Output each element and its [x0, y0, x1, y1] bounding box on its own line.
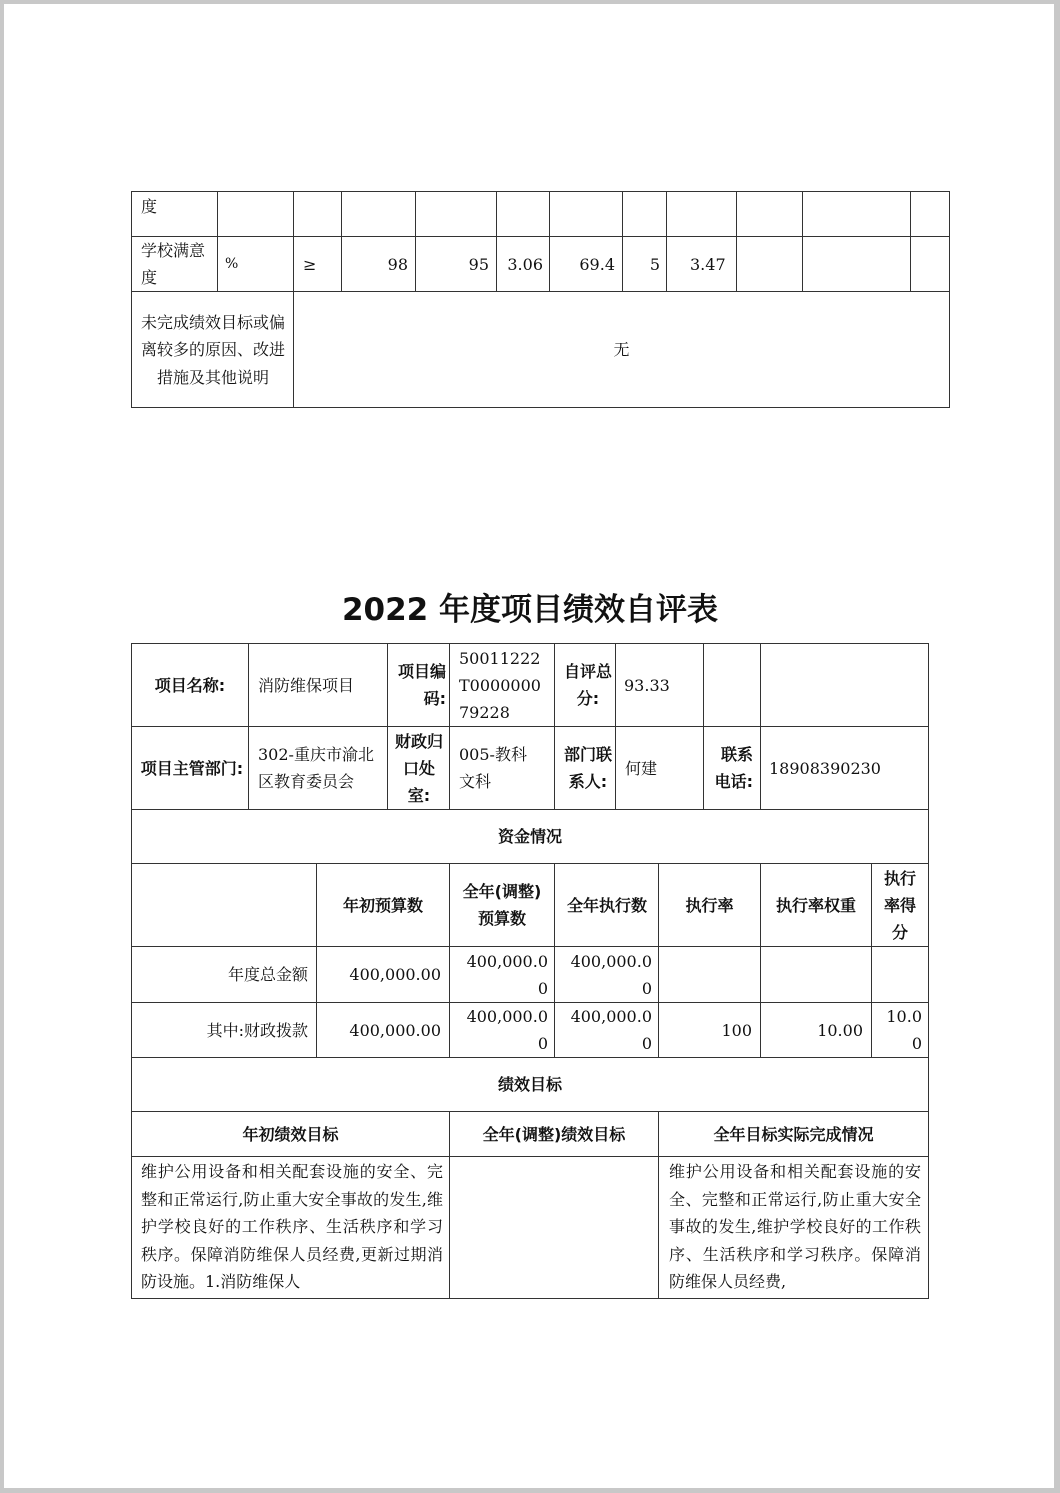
adjusted-goal-text — [456, 1158, 652, 1297]
funds-section-title: 资金情况 — [497, 827, 562, 846]
funds-cell-rate — [659, 947, 752, 1002]
header-actual-completion: 全年目标实际完成情况 — [713, 1124, 874, 1144]
row-label-school-satisfaction: 学校满意度 — [141, 241, 206, 287]
row-label-degree: 度 — [141, 197, 158, 216]
funds-cell-weight: 10.00 — [817, 1020, 863, 1040]
funds-cell-executed: 400,000.00 — [570, 951, 652, 998]
funds-cell-score — [878, 947, 922, 1002]
finance-office-label: 财政归口处室: — [394, 731, 443, 805]
project-name-value: 消防维保项目 — [258, 675, 355, 695]
project-name-label: 项目名称: — [154, 675, 226, 695]
project-code-label: 项目编码: — [397, 662, 446, 708]
self-score-value: 93.33 — [624, 675, 670, 695]
header-initial-goal: 年初绩效目标 — [242, 1124, 339, 1144]
department-value: 302-重庆市渝北区教育委员会 — [258, 745, 374, 791]
initial-goal-text: 维护公用设备和相关配套设施的安全、完整和正常运行,防止重大安全事故的发生,维护学校良好的工作秩序、生活秩序和学习秩序。保障消防维保人员经费,更新过期消防设施。1.消防维保人 — [141, 1162, 443, 1291]
header-initial-budget: 年初预算数 — [342, 895, 423, 915]
actual-completion-text: 维护公用设备和相关配套设施的安全、完整和正常运行,防止重大安全事故的发生,维护学校良好的工作秩序、生活秩序和学习秩序。保障消防维保人员经费, — [669, 1162, 921, 1291]
self-score-label: 自评总分: — [563, 662, 612, 708]
value-cell: 69.4 — [579, 254, 615, 274]
value-cell: 95 — [468, 254, 489, 274]
header-adjusted-budget: 全年(调整)预算数 — [462, 882, 542, 928]
funds-cell-score: 10.00 — [886, 1007, 922, 1053]
value-cell: 98 — [387, 254, 408, 274]
header-adjusted-goal: 全年(调整)绩效目标 — [482, 1124, 626, 1144]
header-rate-score: 执行率得分 — [883, 868, 916, 942]
header-rate-weight: 执行率权重 — [775, 895, 856, 915]
contact-person-label: 部门联系人: — [563, 745, 612, 791]
project-code-value: 50011222T000000079228 — [459, 648, 541, 722]
department-label: 项目主管部门: — [140, 758, 244, 778]
funds-cell-rate: 100 — [721, 1020, 752, 1040]
finance-office-value: 005-教科文科 — [459, 745, 527, 791]
value-cell: 5 — [649, 254, 660, 274]
funds-cell-adjusted: 400,000.00 — [466, 951, 548, 998]
unit-cell: % — [225, 255, 239, 272]
funds-cell-budget: 400,000.00 — [349, 965, 441, 984]
phone-label: 联系电话: — [714, 745, 753, 791]
reason-label: 未完成绩效目标或偏离较多的原因、改进措施及其他说明 — [140, 312, 285, 387]
form-title: 2022 年度项目绩效自评表 — [341, 592, 719, 628]
goals-section-title: 绩效目标 — [497, 1075, 562, 1094]
funds-cell-executed: 400,000.00 — [570, 1007, 652, 1053]
reason-value: 无 — [613, 340, 630, 359]
funds-row-label: 其中:财政拨款 — [206, 1020, 308, 1040]
funds-cell-weight — [761, 947, 863, 1002]
header-execution-rate: 执行率 — [685, 895, 734, 915]
header-executed: 全年执行数 — [566, 895, 647, 915]
funds-cell-adjusted: 400,000.00 — [466, 1007, 548, 1053]
funds-row-label: 年度总金额 — [227, 965, 308, 984]
contact-person-value: 何建 — [625, 758, 658, 778]
value-cell: 3.47 — [690, 254, 726, 274]
operator-cell: ≥ — [303, 254, 317, 274]
value-cell: 3.06 — [507, 254, 543, 274]
funds-cell-budget: 400,000.00 — [349, 1020, 441, 1040]
phone-value: 18908390230 — [769, 758, 881, 778]
